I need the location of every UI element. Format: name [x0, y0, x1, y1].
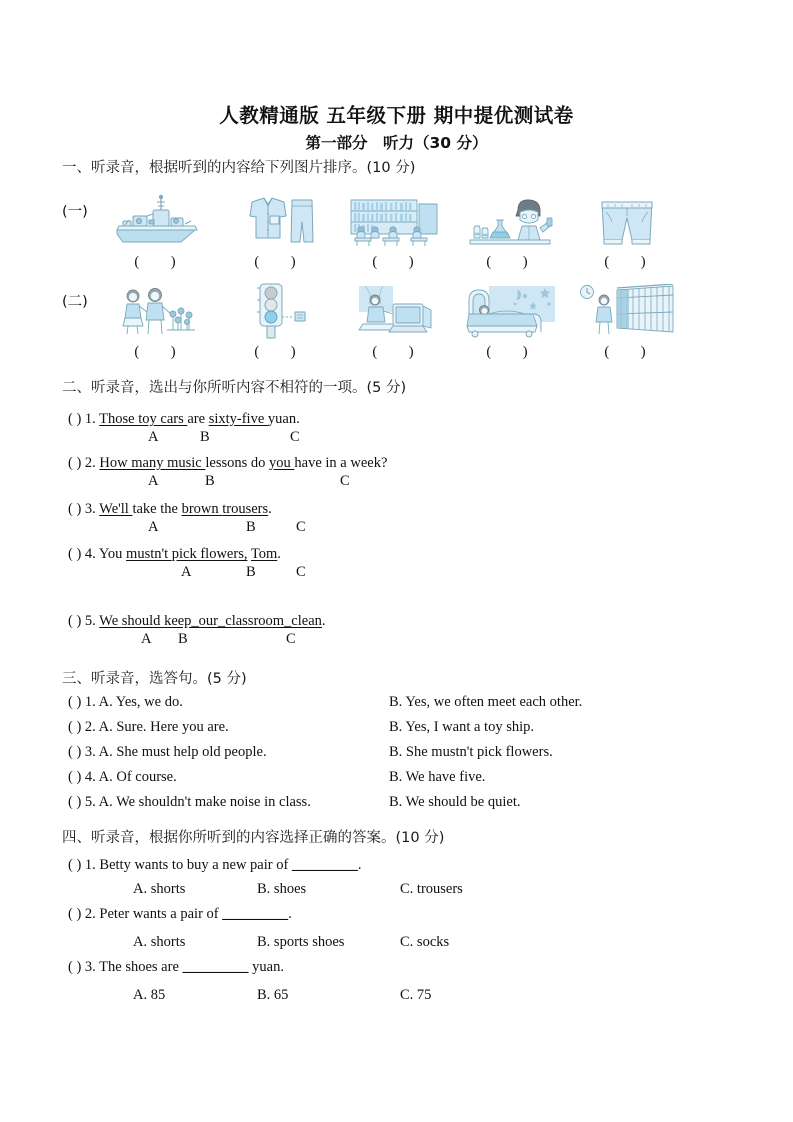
answer-bracket[interactable]: ( )	[68, 501, 82, 517]
s2-q4-line	[68, 546, 281, 563]
option-label-c: C	[340, 473, 350, 489]
q-part: We'll	[99, 501, 133, 517]
answer-blank[interactable]: ( )	[254, 254, 310, 270]
answer-bracket[interactable]: ( )	[68, 794, 82, 810]
s3-q3-line	[68, 744, 267, 761]
question-number: 2.	[84, 906, 96, 922]
s4-q2-line	[68, 906, 292, 923]
question-number: 3.	[84, 501, 96, 517]
option-a[interactable]: A. 85	[133, 987, 166, 1003]
picture-cell-pyjamas[interactable]	[222, 192, 332, 271]
q-part: brown	[181, 501, 223, 517]
q-part: .	[268, 501, 272, 517]
option-label-b: B	[200, 429, 210, 445]
q-part: sixty-five	[208, 411, 268, 427]
answer-bracket[interactable]: ( )	[68, 857, 82, 873]
answer-blank[interactable]: ( )	[486, 344, 542, 360]
group-label-two: (二)	[62, 294, 88, 310]
part-title: 第一部分 听力（30 分）	[305, 134, 488, 152]
picture-group-one	[62, 192, 742, 274]
picture-cell-battleship[interactable]	[102, 192, 212, 271]
s3-q1-option-b[interactable]: B. Yes, we often meet each other.	[389, 694, 583, 710]
option-c[interactable]: C. 75	[400, 987, 432, 1003]
q-part: keep_our_classroom_clean	[164, 613, 322, 629]
question-stem: The shoes are	[99, 959, 183, 975]
option-label-a: A	[148, 429, 159, 445]
q-part: music	[167, 455, 206, 471]
answer-blank[interactable]: ( )	[134, 344, 190, 360]
option-label-c: C	[296, 519, 306, 535]
s2-q3-line	[68, 501, 272, 518]
q-part: Those	[99, 411, 139, 427]
answer-blank[interactable]: ( )	[134, 254, 190, 270]
q-part: You	[98, 546, 127, 562]
q-part: yuan.	[267, 411, 300, 427]
section-1-heading: 一、听录音，根据听到的内容给下列图片排序。(10 分)	[62, 160, 416, 176]
question-stem: Betty wants to buy a new pair of	[99, 857, 292, 873]
answer-blank[interactable]: ( )	[372, 254, 428, 270]
question-number: 2.	[84, 455, 96, 471]
page-title: 人教精通版 五年级下册 期中提优测试卷	[219, 104, 574, 127]
picture-cell-library[interactable]	[340, 192, 450, 271]
child-at-gate-icon	[572, 282, 682, 340]
child-sleeping-icon	[454, 282, 564, 340]
question-number: 4.	[84, 546, 96, 562]
question-number: 5.	[84, 613, 96, 629]
question-stem: Peter wants a pair of	[99, 906, 223, 922]
q-part: lessons do	[205, 455, 270, 471]
s2-q2-line	[68, 455, 387, 472]
option-label-a: A	[148, 473, 159, 489]
option-label-c: C	[286, 631, 296, 647]
s3-q4-line	[68, 769, 177, 786]
child-watching-tv-icon	[340, 282, 450, 340]
q-part: have in a week?	[294, 455, 388, 471]
answer-bracket[interactable]: ( )	[68, 455, 82, 471]
option-label-a: A	[181, 564, 192, 580]
answer-bracket[interactable]: ( )	[68, 906, 82, 922]
option-b[interactable]: B. sports shoes	[257, 934, 345, 950]
q-part: take the	[132, 501, 182, 517]
answer-bracket[interactable]: ( )	[68, 959, 82, 975]
option-b[interactable]: B. 65	[257, 987, 289, 1003]
picture-cell-child-sleeping[interactable]	[454, 282, 564, 361]
picture-group-two	[62, 282, 742, 364]
q-part: pick flowers,	[171, 546, 248, 562]
answer-blank[interactable]: ( )	[372, 344, 428, 360]
option-a[interactable]: A. Of course.	[98, 769, 177, 785]
science-lab-icon	[454, 192, 564, 250]
question-stem-end: yuan.	[248, 959, 284, 975]
q-part: you	[269, 455, 295, 471]
picture-cell-child-watching-tv[interactable]	[340, 282, 450, 361]
answer-bracket[interactable]: ( )	[68, 546, 82, 562]
q-part: Tom	[250, 546, 278, 562]
s2-q5-line	[68, 613, 326, 630]
s3-q5-option-b[interactable]: B. We should be quiet.	[389, 794, 521, 810]
picture-cell-children-picking-flowers[interactable]	[102, 282, 212, 361]
q-part: should	[121, 613, 165, 629]
traffic-light-icon	[222, 282, 332, 340]
question-number: 5.	[84, 794, 96, 810]
children-picking-flowers-icon	[102, 282, 212, 340]
battleship-icon	[102, 192, 212, 250]
shorts-icon	[572, 192, 682, 250]
fill-in-blank[interactable]: ________	[291, 857, 358, 873]
s4-q1-line	[68, 857, 362, 874]
section-3-heading: 三、听录音，选答句。(5 分)	[62, 671, 247, 687]
option-a[interactable]: A. We shouldn't make noise in class.	[98, 794, 311, 810]
question-number: 4.	[84, 769, 96, 785]
answer-bracket[interactable]: ( )	[68, 744, 82, 760]
section-4-heading: 四、听录音，根据你所听到的内容选择正确的答案。(10 分)	[62, 830, 445, 846]
question-stem-end: .	[357, 857, 362, 873]
option-label-b: B	[178, 631, 188, 647]
question-number: 1.	[84, 411, 96, 427]
s3-q2-option-b[interactable]: B. Yes, I want a toy ship.	[389, 719, 535, 735]
option-label-a: A	[141, 631, 152, 647]
q-part: .	[321, 613, 326, 629]
section-2-heading: 二、听录音，选出与你所听内容不相符的一项。(5 分)	[62, 380, 407, 396]
answer-blank[interactable]: ( )	[604, 254, 660, 270]
question-number: 3.	[84, 959, 96, 975]
option-label-c: C	[296, 564, 306, 580]
option-label-b: B	[246, 519, 256, 535]
answer-blank[interactable]: ( )	[604, 344, 660, 360]
option-a[interactable]: A. Yes, we do.	[98, 694, 183, 710]
answer-bracket[interactable]: ( )	[68, 411, 82, 427]
s3-q5-line	[68, 794, 311, 811]
q-part: are	[187, 411, 209, 427]
q-part: How many	[99, 455, 168, 471]
s3-q1-line	[68, 694, 183, 711]
s3-q3-option-b[interactable]: B. She mustn't pick flowers.	[389, 744, 553, 760]
option-a[interactable]: A. shorts	[133, 881, 186, 897]
option-label-a: A	[148, 519, 159, 535]
q-part: .	[277, 546, 281, 562]
group-label-one: (一)	[62, 204, 88, 220]
fill-in-blank[interactable]: ________	[182, 959, 249, 975]
answer-bracket[interactable]: ( )	[68, 719, 82, 735]
s2-q1-line	[68, 411, 300, 428]
picture-cell-child-at-gate[interactable]	[572, 282, 682, 361]
picture-cell-science-lab[interactable]	[454, 192, 564, 271]
fill-in-blank[interactable]: ________	[222, 906, 289, 922]
option-a[interactable]: A. She must help old people.	[98, 744, 267, 760]
pyjamas-icon	[222, 192, 332, 250]
q-part: trousers	[222, 501, 269, 517]
option-label-b: B	[246, 564, 256, 580]
question-number: 2.	[84, 719, 96, 735]
question-number: 1.	[84, 857, 96, 873]
answer-bracket[interactable]: ( )	[68, 769, 82, 785]
option-c[interactable]: C. trousers	[400, 881, 463, 897]
picture-cell-shorts[interactable]	[572, 192, 682, 271]
option-a[interactable]: A. Sure. Here you are.	[98, 719, 229, 735]
option-b[interactable]: B. shoes	[257, 881, 307, 897]
q-part: toy cars	[138, 411, 188, 427]
option-c[interactable]: C. socks	[400, 934, 450, 950]
library-icon	[340, 192, 450, 250]
picture-cell-traffic-light[interactable]	[222, 282, 332, 361]
option-label-b: B	[205, 473, 215, 489]
answer-blank[interactable]: ( )	[254, 344, 310, 360]
question-number: 3.	[84, 744, 96, 760]
answer-bracket[interactable]: ( )	[68, 694, 82, 710]
answer-blank[interactable]: ( )	[486, 254, 542, 270]
s3-q4-option-b[interactable]: B. We have five.	[389, 769, 486, 785]
answer-bracket[interactable]: ( )	[68, 613, 82, 629]
q-part: We	[99, 613, 122, 629]
s4-q3-line	[68, 959, 284, 976]
option-label-c: C	[290, 429, 300, 445]
s3-q2-line	[68, 719, 229, 736]
question-number: 1.	[84, 694, 96, 710]
question-stem-end: .	[288, 906, 292, 922]
option-a[interactable]: A. shorts	[133, 934, 186, 950]
q-part: mustn't	[126, 546, 172, 562]
